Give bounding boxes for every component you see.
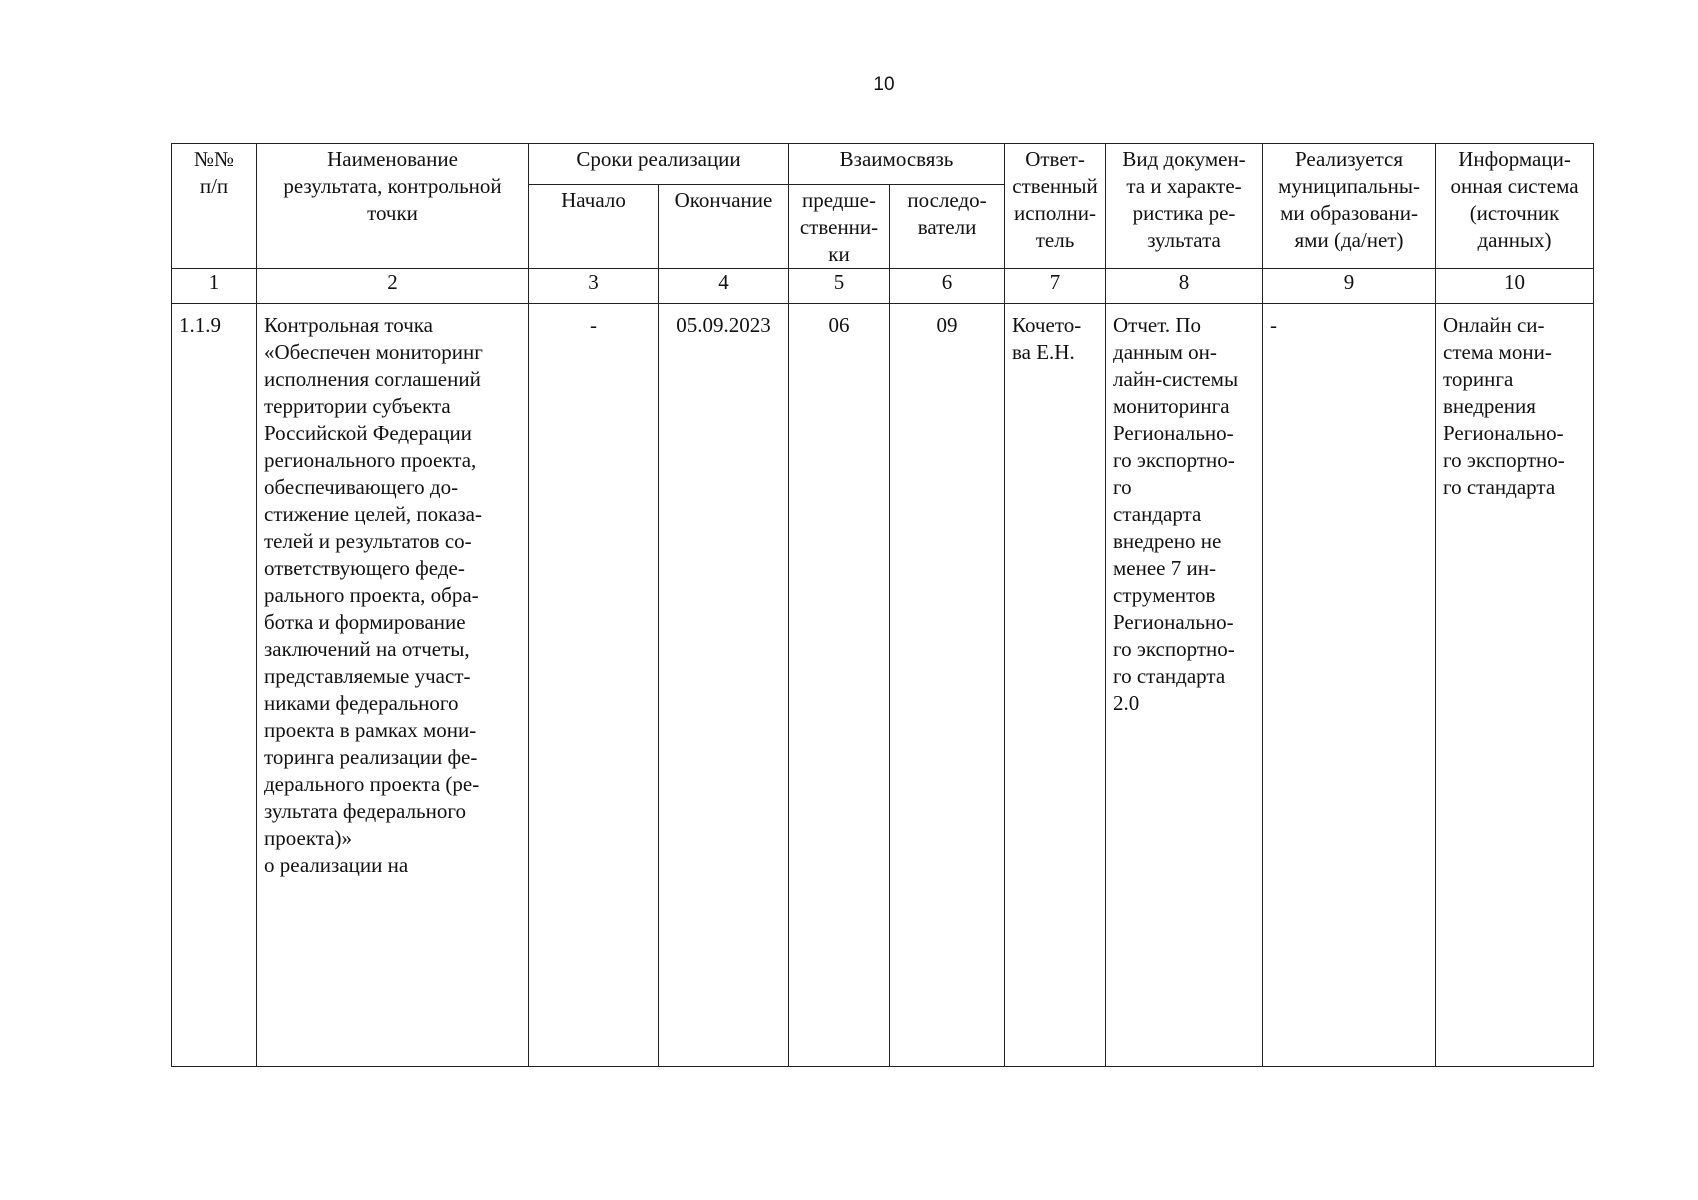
responsible-cell: Кочето- ва Е.Н. <box>1005 304 1106 1067</box>
predecessors-cell: 06 <box>789 304 890 1067</box>
header-responsible: Ответ- ственный исполни- тель <box>1005 144 1106 269</box>
plan-table <box>171 143 1594 1067</box>
column-number: 7 <box>1005 269 1106 304</box>
column-number: 6 <box>890 269 1005 304</box>
header-end: Окончание <box>659 185 789 269</box>
header-result-name: Наименование результата, контрольной точки <box>257 144 529 269</box>
column-number: 3 <box>529 269 659 304</box>
page-number: 10 <box>873 74 895 95</box>
column-number: 5 <box>789 269 890 304</box>
successors-cell: 09 <box>890 304 1005 1067</box>
header-info-system: Информаци- онная система (источник данных) <box>1436 144 1594 269</box>
end-date-cell: 05.09.2023 <box>659 304 789 1067</box>
header-implementation-terms: Сроки реализации <box>529 144 789 185</box>
column-number: 10 <box>1436 269 1594 304</box>
result-name-cell: Контрольная точка «Обеспечен мониторинг исполнения соглашений территории субъекта Российской Федерации регионального проекта, обеспечивающего до- стижение целей, показа- телей и результатов со- ответствующего феде- рального проекта, обра- ботка и формирование заключений на отчеты, представляемые участ- никами федерального проекта в рамках мони- торинга реализации фе- дерального проекта (ре- зультата федерального проекта)» о реализации на <box>257 304 529 1067</box>
header-municipal: Реализуется муниципальны- ми образовани- ями (да/нет) <box>1263 144 1436 269</box>
column-number: 4 <box>659 269 789 304</box>
table-row <box>172 304 1594 1067</box>
header-relationship: Взаимосвязь <box>789 144 1005 185</box>
header-document-type: Вид докумен- та и характе- ристика ре- зультата <box>1106 144 1263 269</box>
header-start: Начало <box>529 185 659 269</box>
municipal-cell: - <box>1263 304 1436 1067</box>
column-number: 9 <box>1263 269 1436 304</box>
document-cell: Отчет. По данным он- лайн-системы мониторинга Регионально- го экспортно- го стандарта внедрено не менее 7 ин- струментов Регионально- го экспортно- го стандарта 2.0 <box>1106 304 1263 1067</box>
start-date-cell: - <box>529 304 659 1067</box>
column-number: 8 <box>1106 269 1263 304</box>
header-predecessors: предше- ственни- ки <box>789 185 890 269</box>
header-number: №№ п/п <box>172 144 257 269</box>
header-successors: последо- ватели <box>890 185 1005 269</box>
column-number-row <box>172 269 1594 304</box>
row-number-cell: 1.1.9 <box>172 304 257 1067</box>
info-system-cell: Онлайн си- стема мони- торинга внедрения Регионально- го экспортно- го стандарта <box>1436 304 1594 1067</box>
column-number: 1 <box>172 269 257 304</box>
column-number: 2 <box>257 269 529 304</box>
